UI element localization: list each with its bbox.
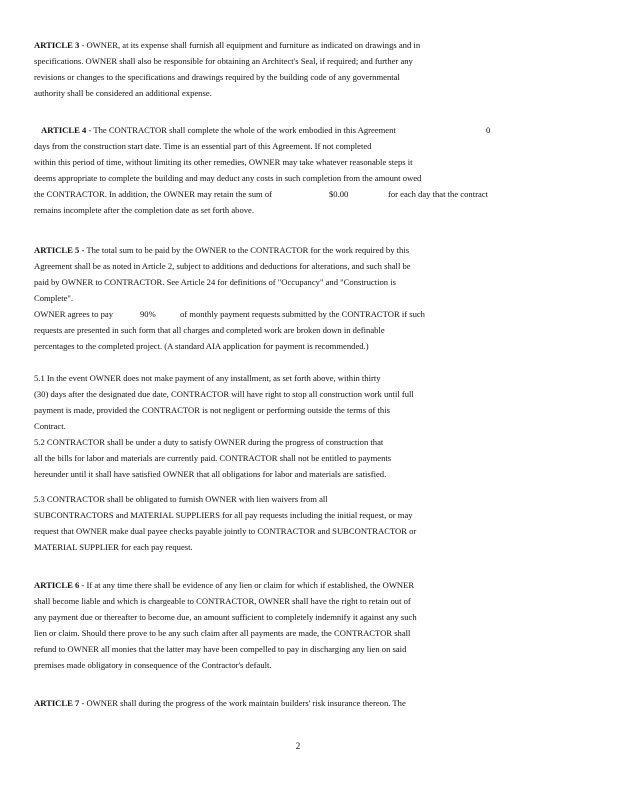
article-5 — [34, 243, 494, 307]
article-6 — [34, 578, 494, 673]
article-7-body: - OWNER shall during the progress of the work maintain builders' risk insurance thereon. The — [79, 698, 406, 708]
article-5-pay-percent: 90% — [140, 309, 156, 319]
article-4-first-line-text: - The CONTRACTOR shall complete the whole of the work embodied in this Agreement — [86, 125, 396, 135]
article-4-first-line — [41, 123, 396, 139]
section-5-1: 5.1 In the event OWNER does not make payment of any installment, as set forth above, within thirty (30) days after the designated due date, CONTRACTOR will have right to stop all construction work until full payment is made, provided the CONTRACTOR is not negligent or performing outside the terms of this Contract. — [34, 373, 414, 431]
article-5-body: - The total sum to be paid by the OWNER to the CONTRACTOR for the work required by this Agreement shall be as noted in Article 2, subject to additions and deductions for alterations, and such shall be paid by OWNER to CONTRACTOR. See Article 24 for definitions of "Occupancy" and "Construction is Complete". — [34, 245, 411, 303]
article-7-heading: ARTICLE 7 — [34, 698, 80, 708]
article-3-heading: ARTICLE 3 — [34, 40, 80, 50]
section-5-2: 5.2 CONTRACTOR shall be under a duty to satisfy OWNER during the progress of construction that all the bills for labor and materials are currently paid. CONTRACTOR shall not be entitled to payments hereunder until it shall have satisfied OWNER that all obligations for labor and materials are satisfied. — [34, 437, 392, 479]
article-7 — [34, 696, 494, 712]
article-5-pay-rest: requests are presented in such form that all charges and completed work are broken down in definable percentages to the completed project. (A standard AIA application for payment is recommended.) — [34, 325, 385, 351]
article-5-heading: ARTICLE 5 — [34, 245, 80, 255]
section-5-3: 5.3 CONTRACTOR shall be obligated to furnish OWNER with lien waivers from all SUBCONTRACTORS and MATERIAL SUPPLIERS for all pay requests including the initial request, or may request that OWNER make dual payee checks payable jointly to CONTRACTOR and SUBCONTRACTOR or MATERIAL SUPPLIER for each pay request. — [34, 494, 417, 552]
article-5-pay-prefix: OWNER agrees to pay — [34, 309, 113, 319]
article-3 — [34, 38, 494, 102]
article-4-body-last: remains incomplete after the completion date as set forth above. — [34, 205, 255, 215]
article-4-heading: ARTICLE 4 — [41, 125, 87, 135]
article-3-body: - OWNER, at its expense shall furnish all equipment and furniture as indicated on drawings and in specifications. OWNER shall also be responsible for obtaining an Architect's Seal, if required; and further any revisions or changes to the specifications and drawings required by the building code of any governmental authority shall be considered an additional expense. — [34, 40, 421, 98]
article-4-body: days from the construction start date. Time is an essential part of this Agreement. If not completed within this period of time, without limiting its other remedies, OWNER may take whatever reasonable steps it deems appropriate to complete the building and may deduct any costs in such completion from the amount owed — [34, 141, 422, 183]
article-6-heading: ARTICLE 6 — [34, 580, 80, 590]
article-4-amount-line-end: for each day that the contract — [388, 189, 488, 199]
article-6-body: - If at any time there shall be evidence of any lien or claim for which if established, the OWNER shall become liable and which is chargeable to CONTRACTOR, OWNER shall have the right to retain out of any payment due or thereafter to become due, an amount sufficient to completely indemnify it against any such lien or claim. Should there prove to be any such claim after all payments are made, the CONTRACTOR shall refund to OWNER all monies that the latter may have been compelled to pay in discharging any lien on said premises made obligatory in consequence of the Contractor's default. — [34, 580, 417, 670]
article-5-pay-suffix: of monthly payment requests submitted by the CONTRACTOR if such — [180, 309, 425, 319]
article-4-amount-line-start: the CONTRACTOR. In addition, the OWNER may retain the sum of — [34, 189, 273, 199]
page-number: 2 — [295, 741, 301, 751]
article-4-days-value: 0 — [486, 125, 491, 135]
article-4-amount-value: $0.00 — [329, 189, 349, 199]
